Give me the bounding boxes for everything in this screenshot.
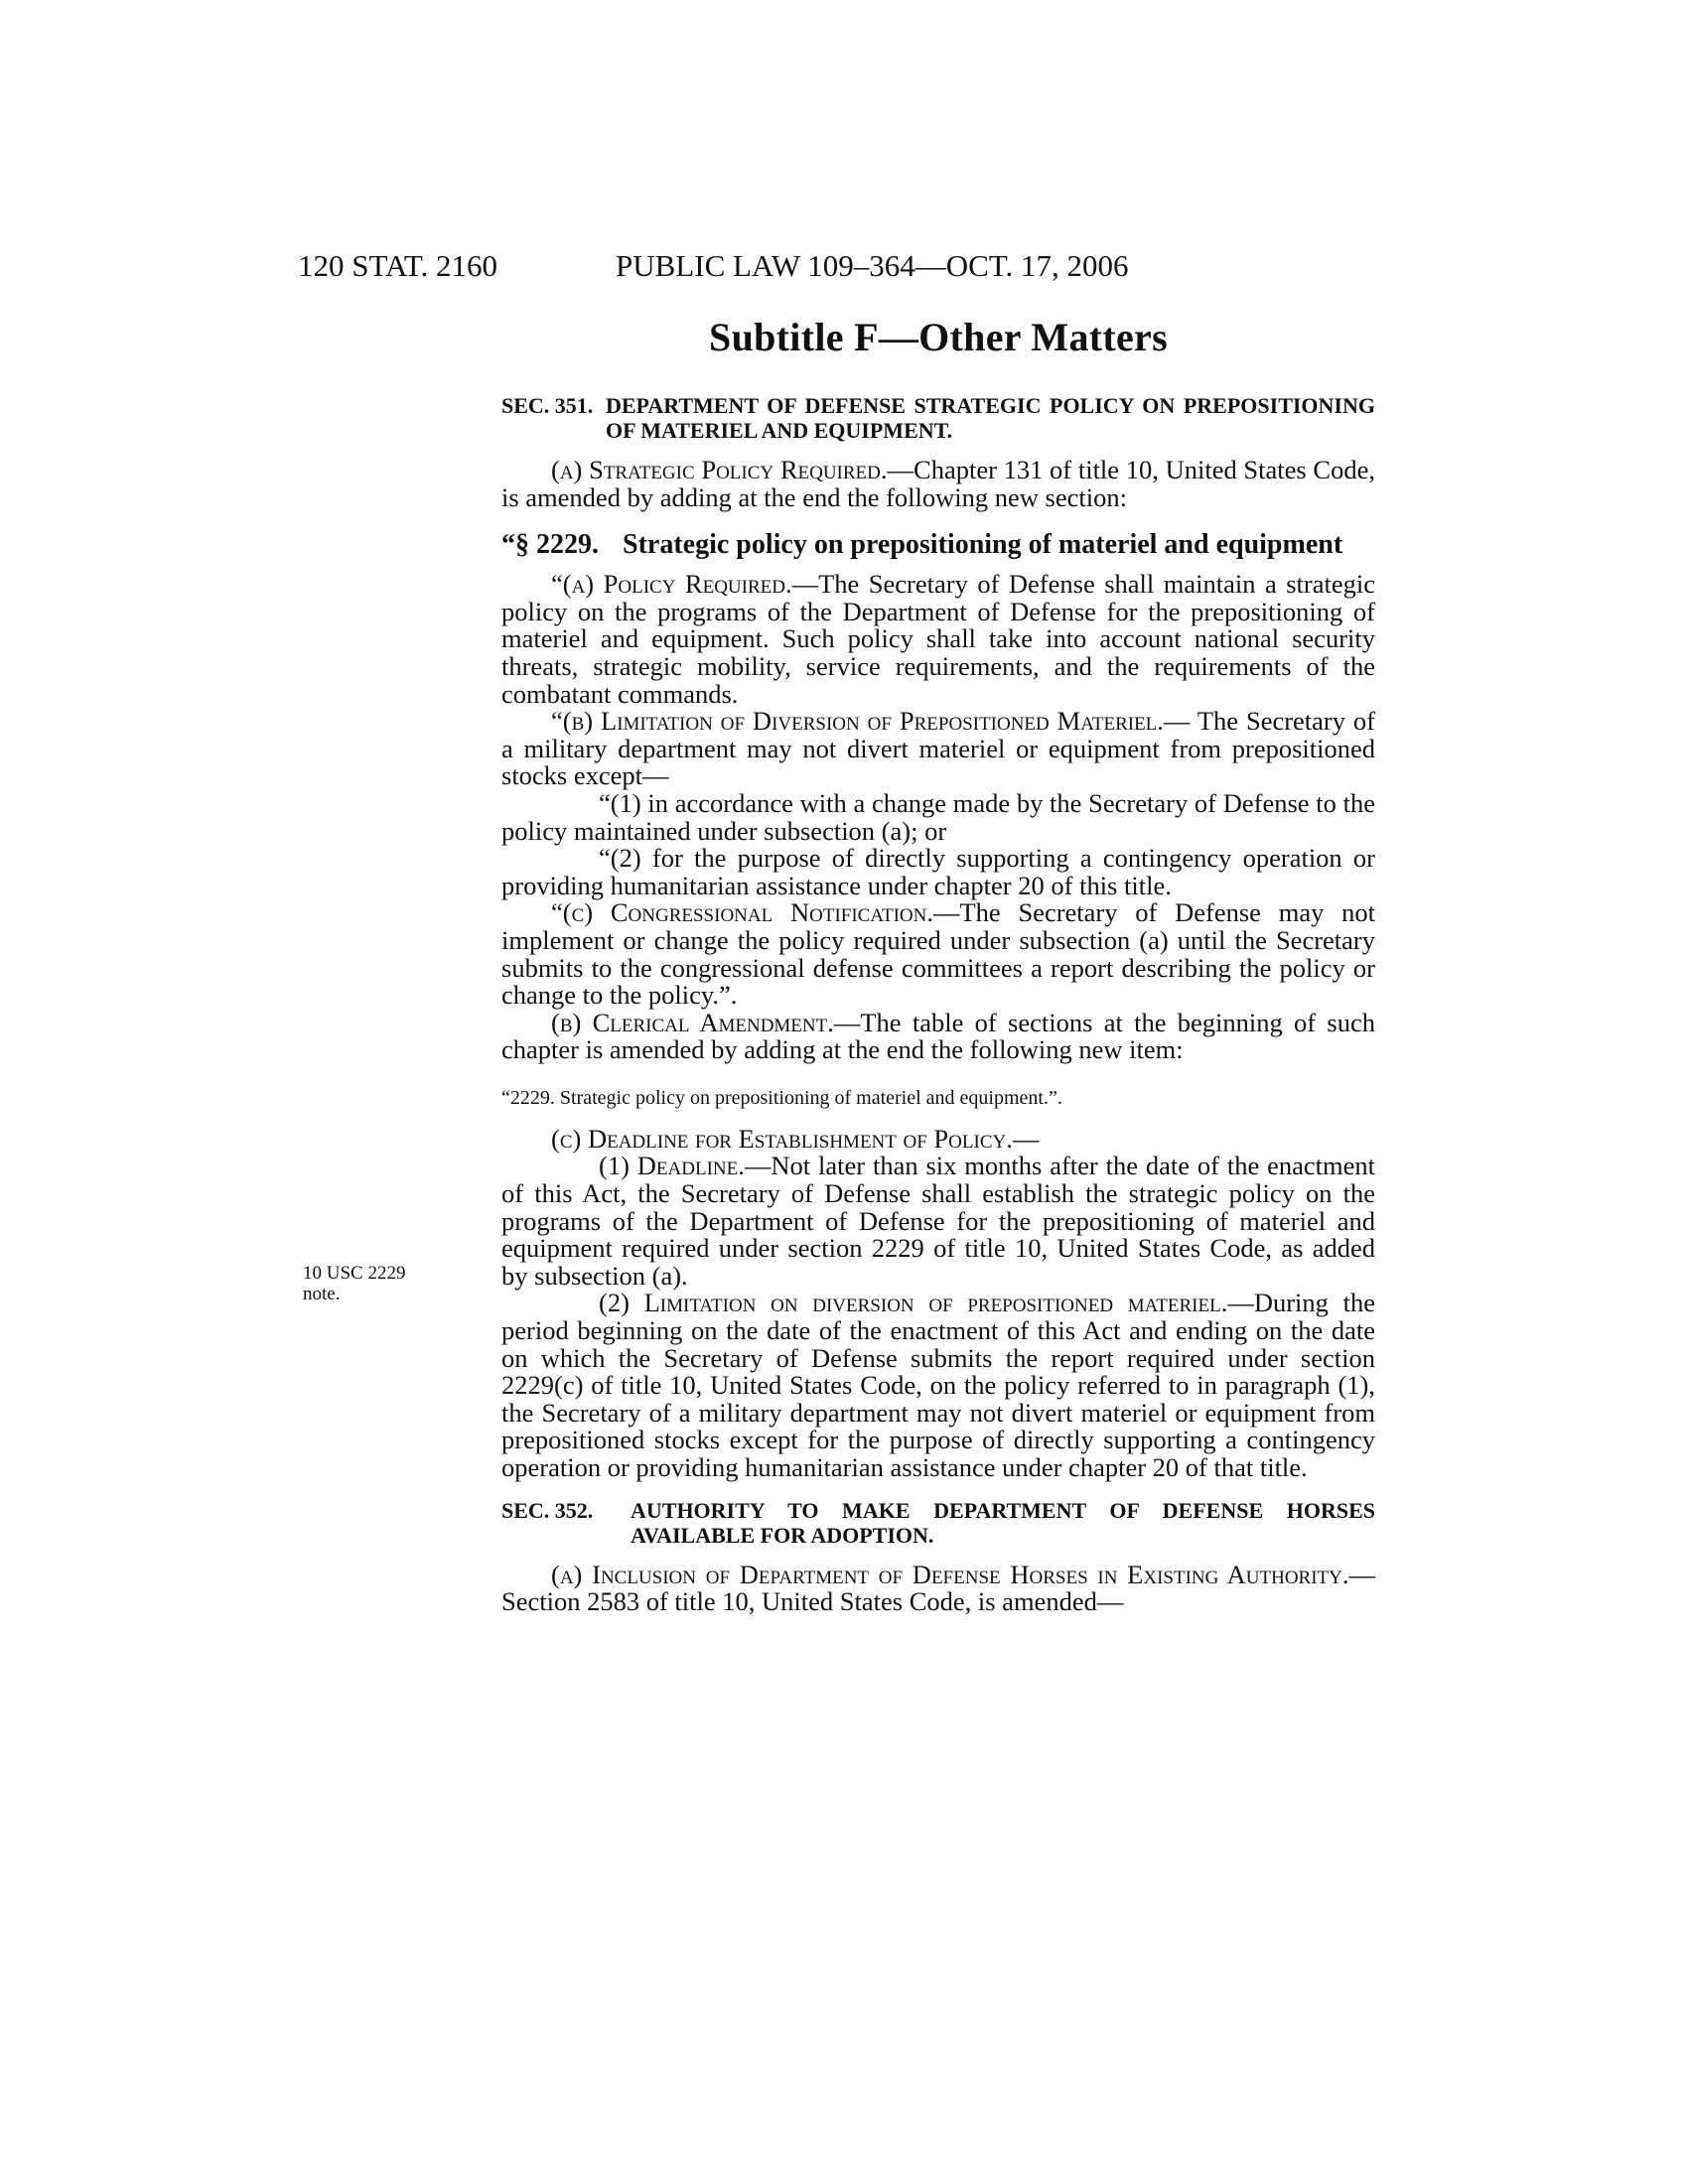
document-body xyxy=(501,393,1375,1616)
paragraph-heading: (b) Clerical Amendment. xyxy=(551,1007,834,1037)
section-351-title: DEPARTMENT OF DEFENSE STRATEGIC POLICY ON PREPOSITIONING OF MATERIEL AND EQUIPMENT. xyxy=(606,393,1375,443)
paragraph-text: —Section 2583 of title 10, United States Code, is amended— xyxy=(501,1559,1375,1617)
margin-note xyxy=(303,1263,452,1304)
paragraph-text: — The Secretary of a military department may not divert materiel or equipment from prepositioned stocks except— xyxy=(501,706,1375,791)
paragraph-351-c-2 xyxy=(501,1290,1375,1481)
paragraph-heading: (a) Inclusion of Department of Defense Horses in Existing Authority. xyxy=(551,1559,1349,1589)
paragraph-text: “(1) in accordance with a change made by the Secretary of Defense to the policy maintained under subsection (a); or xyxy=(501,787,1375,846)
statute-page-number: 120 STAT. 2160 xyxy=(298,248,498,283)
paragraph-352-a xyxy=(501,1559,1375,1617)
paragraph-text: —During the period beginning on the date of the enactment of this Act and ending on the date on which the Secretary of Defense submits the report required under section 2229(c) of title 10, United States Code, on the policy referred to in paragraph (1), the Secretary of a military department may not divert materiel or equipment from prepositioned stocks except for the purpose of directly supporting a contingency operation or providing humanitarian assistance under chapter 20 of that title. xyxy=(501,1288,1375,1482)
section-351-heading xyxy=(501,393,1375,443)
paragraph-2229-b-2 xyxy=(501,845,1375,899)
new-section-number: “§ 2229. xyxy=(501,529,599,561)
paragraph-text: — xyxy=(1012,1123,1040,1154)
paragraph-351-b xyxy=(501,1007,1375,1065)
section-351-number: SEC. 351. xyxy=(501,393,594,418)
paragraph-text: “(2) for the purpose of directly supporting a contingency operation or providing humanitarian assistance under chapter 20 of this title. xyxy=(501,843,1375,900)
paragraph-heading: “(b) Limitation of Diversion of Prepositioned Materiel. xyxy=(551,706,1164,737)
paragraph-351-c-1 xyxy=(501,1153,1375,1290)
paragraph-heading: (a) Strategic Policy Required. xyxy=(551,455,888,484)
public-law-citation: PUBLIC LAW 109–364—OCT. 17, 2006 xyxy=(616,248,1129,283)
margin-note-citation: 10 USC 2229 xyxy=(303,1263,406,1284)
running-header xyxy=(298,248,1211,288)
paragraph-text: —Chapter 131 of title 10, United States Code, is amended by adding at the end the following new section: xyxy=(501,455,1375,512)
paragraph-heading: “(a) Policy Required. xyxy=(551,569,792,600)
paragraph-heading: (1) Deadline. xyxy=(599,1151,745,1181)
new-section-title: Strategic policy on prepositioning of materiel and equipment xyxy=(623,529,1343,561)
paragraph-text: —The Secretary of Defense may not implement or change the policy required under subsection (a) until the Secretary submits to the congressional defense committees a report describing the policy or change to the policy.”. xyxy=(501,897,1375,1011)
paragraph-2229-c xyxy=(501,899,1375,1009)
section-352-heading xyxy=(501,1498,1375,1548)
section-352-number: SEC. 352. xyxy=(501,1497,594,1523)
paragraph-text: —Not later than six months after the date of the enactment of this Act, the Secretary of Defense shall establish the strategic policy on the programs of the Department of Defense for the prepositioning of materiel and equipment required under section 2229 of title 10, United States Code, as added by subsection (a). xyxy=(501,1151,1375,1291)
paragraph-heading: (2) Limitation on diversion of prepositioned materiel. xyxy=(599,1288,1228,1318)
paragraph-text: —The Secretary of Defense shall maintain a strategic policy on the programs of the Department of Defense for the prepositioning of materiel and equipment. Such policy shall take into account national security threats, strategic mobility, service requirements, and the requirements of the combatant commands. xyxy=(501,569,1375,709)
paragraph-text: —The table of sections at the beginning of such chapter is amended by adding at the end the following new item: xyxy=(501,1007,1375,1065)
table-of-sections-item: “2229. Strategic policy on prepositioning of materiel and equipment.”. xyxy=(501,1086,1062,1109)
section-352-title: AUTHORITY TO MAKE DEPARTMENT OF DEFENSE HORSES AVAILABLE FOR ADOPTION. xyxy=(631,1497,1375,1548)
new-section-2229-heading xyxy=(501,531,1375,559)
paragraph-2229-b xyxy=(501,708,1375,790)
paragraph-heading: (c) Deadline for Establishment of Policy. xyxy=(551,1123,1013,1154)
subtitle-heading: Subtitle F—Other Matters xyxy=(709,315,1168,359)
paragraph-351-c xyxy=(501,1123,1375,1154)
paragraph-heading: “(c) Congressional Notification. xyxy=(551,897,933,928)
paragraph-2229-b-1 xyxy=(501,787,1375,846)
paragraph-351-a xyxy=(501,457,1375,511)
margin-note-label: note. xyxy=(303,1284,341,1304)
paragraph-2229-a xyxy=(501,571,1375,708)
